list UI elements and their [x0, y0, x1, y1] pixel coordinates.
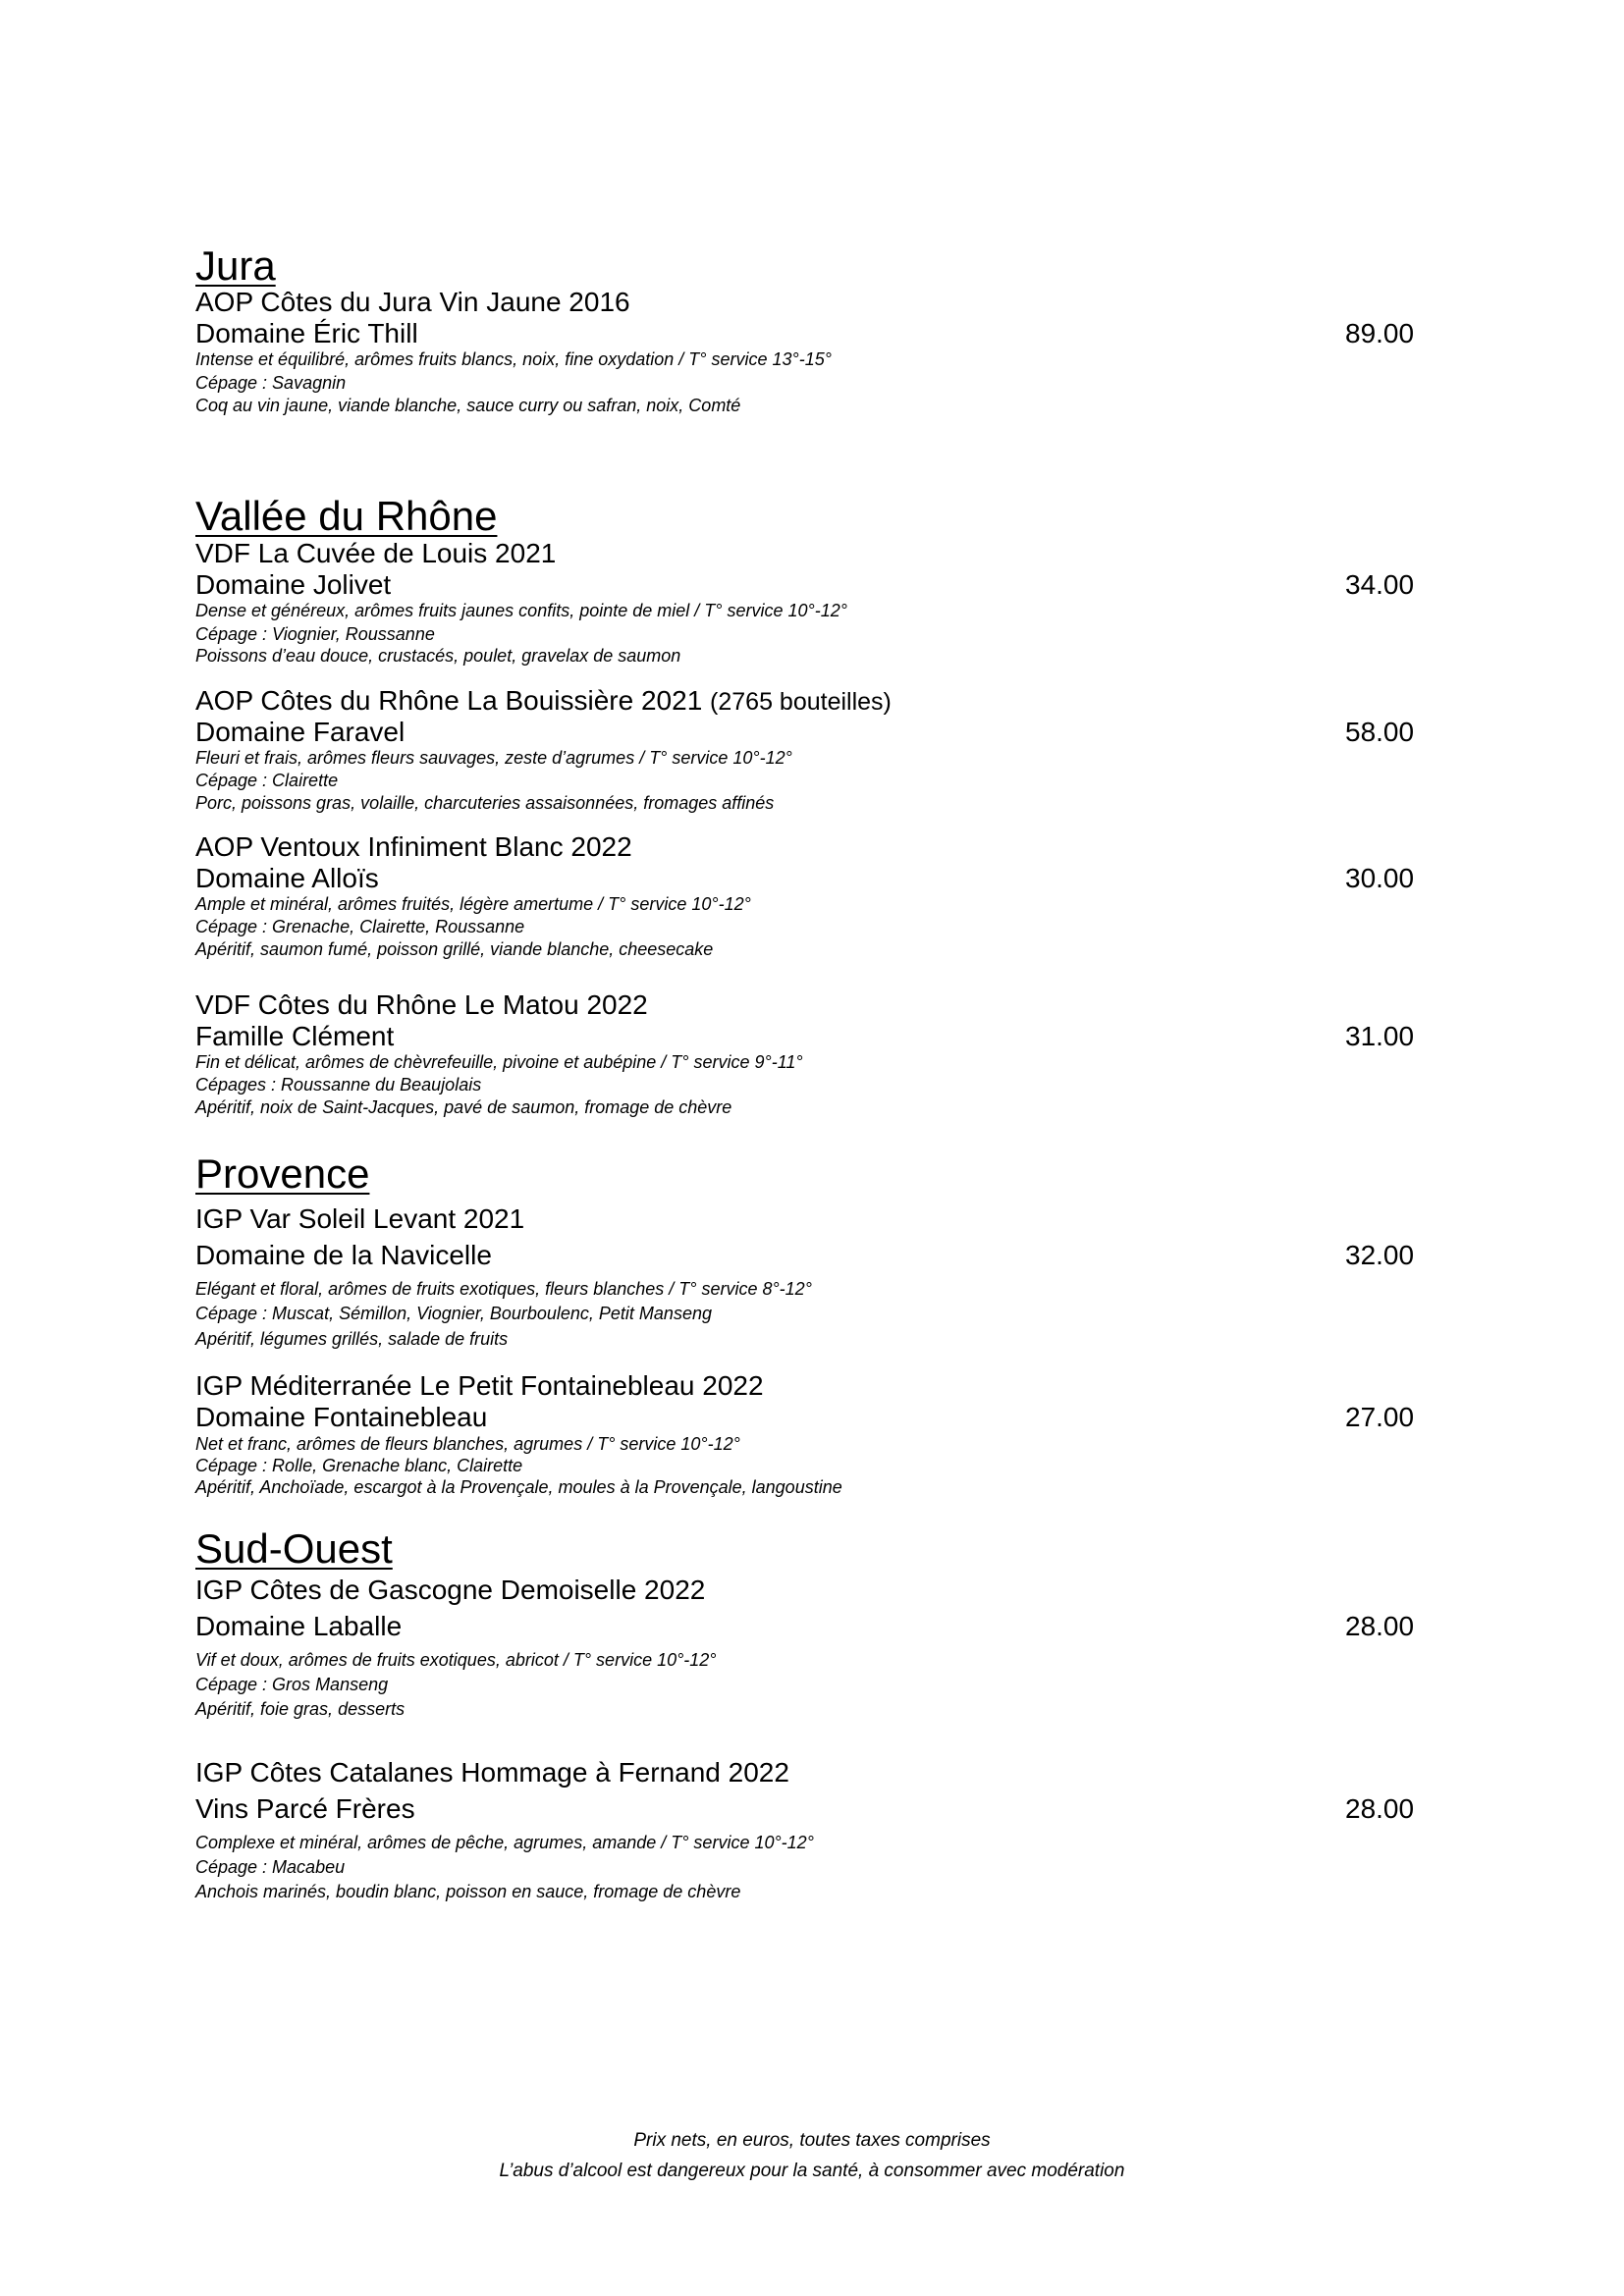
- wine-grapes: Cépages : Roussanne du Beaujolais: [195, 1075, 482, 1095]
- wine-bottle-count: (2765 bouteilles): [710, 688, 892, 716]
- wine-grapes: Cépage : Clairette: [195, 771, 339, 790]
- wine-price: 28.00: [1345, 1611, 1415, 1641]
- wine-pairing: Apéritif, saumon fumé, poisson grillé, viande blanche, cheesecake: [195, 939, 714, 959]
- wine-pairing: Apéritif, foie gras, desserts: [195, 1699, 406, 1719]
- wine-producer: Domaine de la Navicelle: [195, 1240, 492, 1270]
- wine-tasting-note: Ample et minéral, arômes fruités, légère amertume / T° service 10°-12°: [195, 894, 751, 914]
- wine-price: 28.00: [1345, 1793, 1415, 1824]
- wine-tasting-note: Complexe et minéral, arômes de pêche, agrumes, amande / T° service 10°-12°: [195, 1833, 814, 1852]
- wine-tasting-note: Fleuri et frais, arômes fleurs sauvages, zeste d’agrumes / T° service 10°-12°: [195, 748, 792, 768]
- wine-name: IGP Var Soleil Levant 2021: [195, 1203, 525, 1234]
- wine-pairing: Porc, poissons gras, volaille, charcuteries assaisonnées, fromages affinés: [195, 793, 775, 813]
- wine-pairing: Poissons d’eau douce, crustacés, poulet, gravelax de saumon: [195, 646, 681, 666]
- wine-name: AOP Côtes du Rhône La Bouissière 2021: [195, 685, 703, 716]
- wine-pairing: Apéritif, légumes grillés, salade de fruits: [195, 1329, 509, 1349]
- footer-price-note: Prix nets, en euros, toutes taxes comprises: [633, 2130, 991, 2151]
- wine-name: IGP Côtes de Gascogne Demoiselle 2022: [195, 1575, 706, 1605]
- wine-grapes: Cépage : Gros Manseng: [195, 1675, 389, 1694]
- wine-producer: Domaine Jolivet: [195, 569, 392, 600]
- wine-tasting-note: Dense et généreux, arômes fruits jaunes confits, pointe de miel / T° service 10°-12°: [195, 601, 847, 620]
- wine-price: 27.00: [1345, 1402, 1415, 1432]
- wine-producer: Domaine Faravel: [195, 717, 406, 747]
- footer-health-warning: L’abus d’alcool est dangereux pour la santé, à consommer avec modération: [499, 2161, 1125, 2181]
- wine-name-row: [195, 687, 892, 715]
- wine-tasting-note: Intense et équilibré, arômes fruits blancs, noix, fine oxydation / T° service 13°-15°: [195, 349, 832, 369]
- wine-name: VDF Côtes du Rhône Le Matou 2022: [195, 989, 648, 1020]
- wine-producer: Domaine Laballe: [195, 1611, 403, 1641]
- wine-price: 31.00: [1345, 1021, 1415, 1051]
- wine-pairing: Apéritif, noix de Saint-Jacques, pavé de saumon, fromage de chèvre: [195, 1097, 732, 1117]
- wine-name: VDF La Cuvée de Louis 2021: [195, 538, 557, 568]
- wine-name: AOP Ventoux Infiniment Blanc 2022: [195, 831, 632, 862]
- wine-price: 58.00: [1345, 717, 1415, 747]
- wine-grapes: Cépage : Macabeu: [195, 1857, 346, 1877]
- wine-grapes: Cépage : Rolle, Grenache blanc, Clairette: [195, 1456, 523, 1475]
- wine-price: 30.00: [1345, 863, 1415, 893]
- wine-grapes: Cépage : Viognier, Roussanne: [195, 624, 435, 644]
- wine-name: IGP Côtes Catalanes Hommage à Fernand 2022: [195, 1757, 789, 1788]
- wine-grapes: Cépage : Savagnin: [195, 373, 347, 393]
- wine-pairing: Coq au vin jaune, viande blanche, sauce curry ou safran, noix, Comté: [195, 396, 741, 415]
- wine-grapes: Cépage : Muscat, Sémillon, Viognier, Bourboulenc, Petit Manseng: [195, 1304, 712, 1323]
- region-heading-rhone: Vallée du Rhône: [195, 493, 498, 539]
- wine-name: IGP Méditerranée Le Petit Fontainebleau 2022: [195, 1370, 764, 1401]
- wine-price: 32.00: [1345, 1240, 1415, 1270]
- wine-producer: Vins Parcé Frères: [195, 1793, 415, 1824]
- wine-producer: Domaine Alloïs: [195, 863, 379, 893]
- wine-producer: Domaine Fontainebleau: [195, 1402, 488, 1432]
- region-heading-sud-ouest: Sud-Ouest: [195, 1525, 393, 1572]
- region-heading-jura: Jura: [195, 242, 276, 289]
- wine-tasting-note: Elégant et floral, arômes de fruits exotiques, fleurs blanches / T° service 8°-12°: [195, 1279, 812, 1299]
- wine-pairing: Apéritif, Anchoïade, escargot à la Provençale, moules à la Provençale, langoustine: [195, 1477, 842, 1497]
- wine-producer: Domaine Éric Thill: [195, 318, 418, 348]
- wine-producer: Famille Clément: [195, 1021, 395, 1051]
- wine-pairing: Anchois marinés, boudin blanc, poisson en sauce, fromage de chèvre: [195, 1882, 741, 1901]
- wine-price: 89.00: [1345, 318, 1415, 348]
- wine-tasting-note: Vif et doux, arômes de fruits exotiques, abricot / T° service 10°-12°: [195, 1650, 717, 1670]
- region-heading-provence: Provence: [195, 1150, 370, 1197]
- wine-price: 34.00: [1345, 569, 1415, 600]
- wine-tasting-note: Net et franc, arômes de fleurs blanches, agrumes / T° service 10°-12°: [195, 1434, 740, 1454]
- wine-grapes: Cépage : Grenache, Clairette, Roussanne: [195, 917, 525, 936]
- wine-name: AOP Côtes du Jura Vin Jaune 2016: [195, 287, 630, 317]
- wine-tasting-note: Fin et délicat, arômes de chèvrefeuille, pivoine et aubépine / T° service 9°-11°: [195, 1052, 803, 1072]
